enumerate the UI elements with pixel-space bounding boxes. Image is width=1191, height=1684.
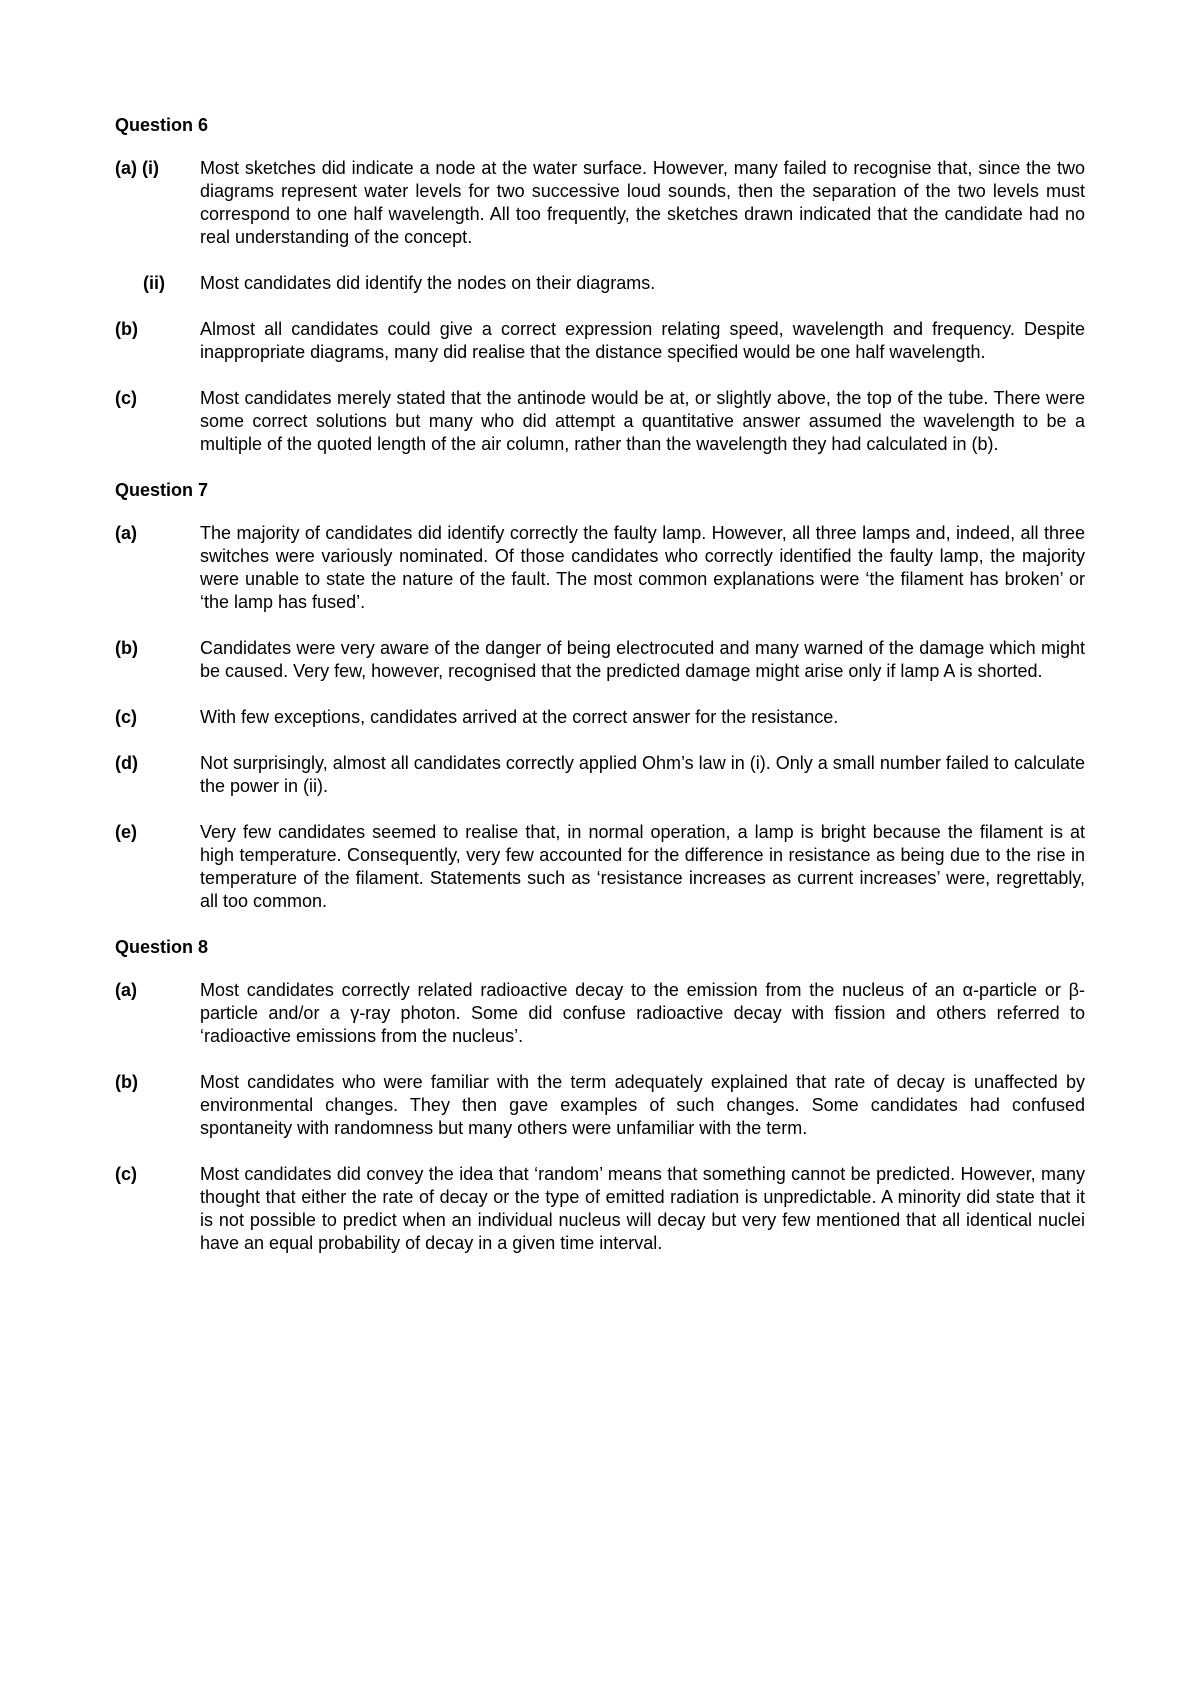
q6-part-b [115, 318, 1085, 364]
item-label: (ii) [143, 273, 165, 293]
item-text: Most candidates merely stated that the antinode would be at, or slightly above, the top of the tube. There were some correct solutions but many who did attempt a quantitative answer assumed the wavelength to be a multiple of the quoted length of the air column, rather than the wavelength they had calculated in (b). [200, 388, 1085, 454]
item-text: Most sketches did indicate a node at the water surface. However, many failed to recognise that, since the two diagrams represent water levels for two successive loud sounds, then the separation of the two levels must correspond to one half wavelength. All too frequently, the sketches drawn indicated that the candidate had no real understanding of the concept. [200, 158, 1085, 247]
item-label: (b) [115, 1072, 138, 1092]
q6-part-a-ii [115, 272, 1085, 295]
item-text: Almost all candidates could give a correct expression relating speed, wavelength and frequency. Despite inappropriate diagrams, many did realise that the distance specified would be one half wavelength. [200, 319, 1085, 362]
item-text: With few exceptions, candidates arrived at the correct answer for the resistance. [200, 707, 839, 727]
item-label: (a) [115, 523, 137, 543]
question-7-section [115, 479, 1085, 913]
item-text: Most candidates who were familiar with the term adequately explained that rate of decay is unaffected by environmental changes. They then gave examples of such changes. Some candidates had confused spontaneity with randomness but many others were unfamiliar with the term. [200, 1072, 1085, 1138]
item-text: Very few candidates seemed to realise that, in normal operation, a lamp is bright because the filament is at high temperature. Consequently, very few accounted for the difference in resistance as being due to the rise in temperature of the filament. Statements such as ‘resistance increases as current increases’ were, regrettably, all too common. [200, 822, 1085, 911]
q7-part-d [115, 752, 1085, 798]
question-6-title: Question 6 [115, 115, 209, 135]
q7-part-c [115, 706, 1085, 729]
report-page [115, 114, 1085, 1278]
item-text: Not surprisingly, almost all candidates correctly applied Ohm’s law in (i). Only a small number failed to calculate the power in (ii). [200, 753, 1085, 796]
item-label: (c) [115, 707, 137, 727]
question-8-section [115, 936, 1085, 1255]
item-text: Most candidates did identify the nodes on their diagrams. [200, 273, 656, 293]
question-6-section [115, 114, 1085, 456]
item-label: (c) [115, 1164, 137, 1184]
q7-part-b [115, 637, 1085, 683]
q6-part-c [115, 387, 1085, 456]
item-label: (a) [115, 980, 137, 1000]
item-text: Most candidates did convey the idea that ‘random’ means that something cannot be predicted. However, many thought that either the rate of decay or the type of emitted radiation is unpredictable. A minority did state that it is not possible to predict when an individual nucleus will decay but very few mentioned that all identical nuclei have an equal probability of decay in a given time interval. [200, 1164, 1085, 1253]
item-text: Candidates were very aware of the danger of being electrocuted and many warned of the damage which might be caused. Very few, however, recognised that the predicted damage might arise only if lamp A is shorted. [200, 638, 1085, 681]
q7-part-a [115, 522, 1085, 614]
item-label: (d) [115, 753, 138, 773]
item-label: (a) (i) [115, 158, 159, 178]
q8-part-c [115, 1163, 1085, 1255]
q8-part-b [115, 1071, 1085, 1140]
q8-part-a [115, 979, 1085, 1048]
item-label: (c) [115, 388, 137, 408]
item-label: (b) [115, 319, 138, 339]
item-label: (e) [115, 822, 137, 842]
question-8-title: Question 8 [115, 937, 209, 957]
item-text: Most candidates correctly related radioactive decay to the emission from the nucleus of an α-particle or β-particle and/or a γ-ray photon. Some did confuse radioactive decay with fission and others referred to ‘radioactive emissions from the nucleus’. [200, 980, 1085, 1046]
item-text: The majority of candidates did identify correctly the faulty lamp. However, all three lamps and, indeed, all three switches were variously nominated. Of those candidates who correctly identified the faulty lamp, the majority were unable to state the nature of the fault. The most common explanations were ‘the filament has broken’ or ‘the lamp has fused’. [200, 523, 1085, 612]
q6-part-a-i [115, 157, 1085, 249]
item-label: (b) [115, 638, 138, 658]
q7-part-e [115, 821, 1085, 913]
question-7-title: Question 7 [115, 480, 209, 500]
